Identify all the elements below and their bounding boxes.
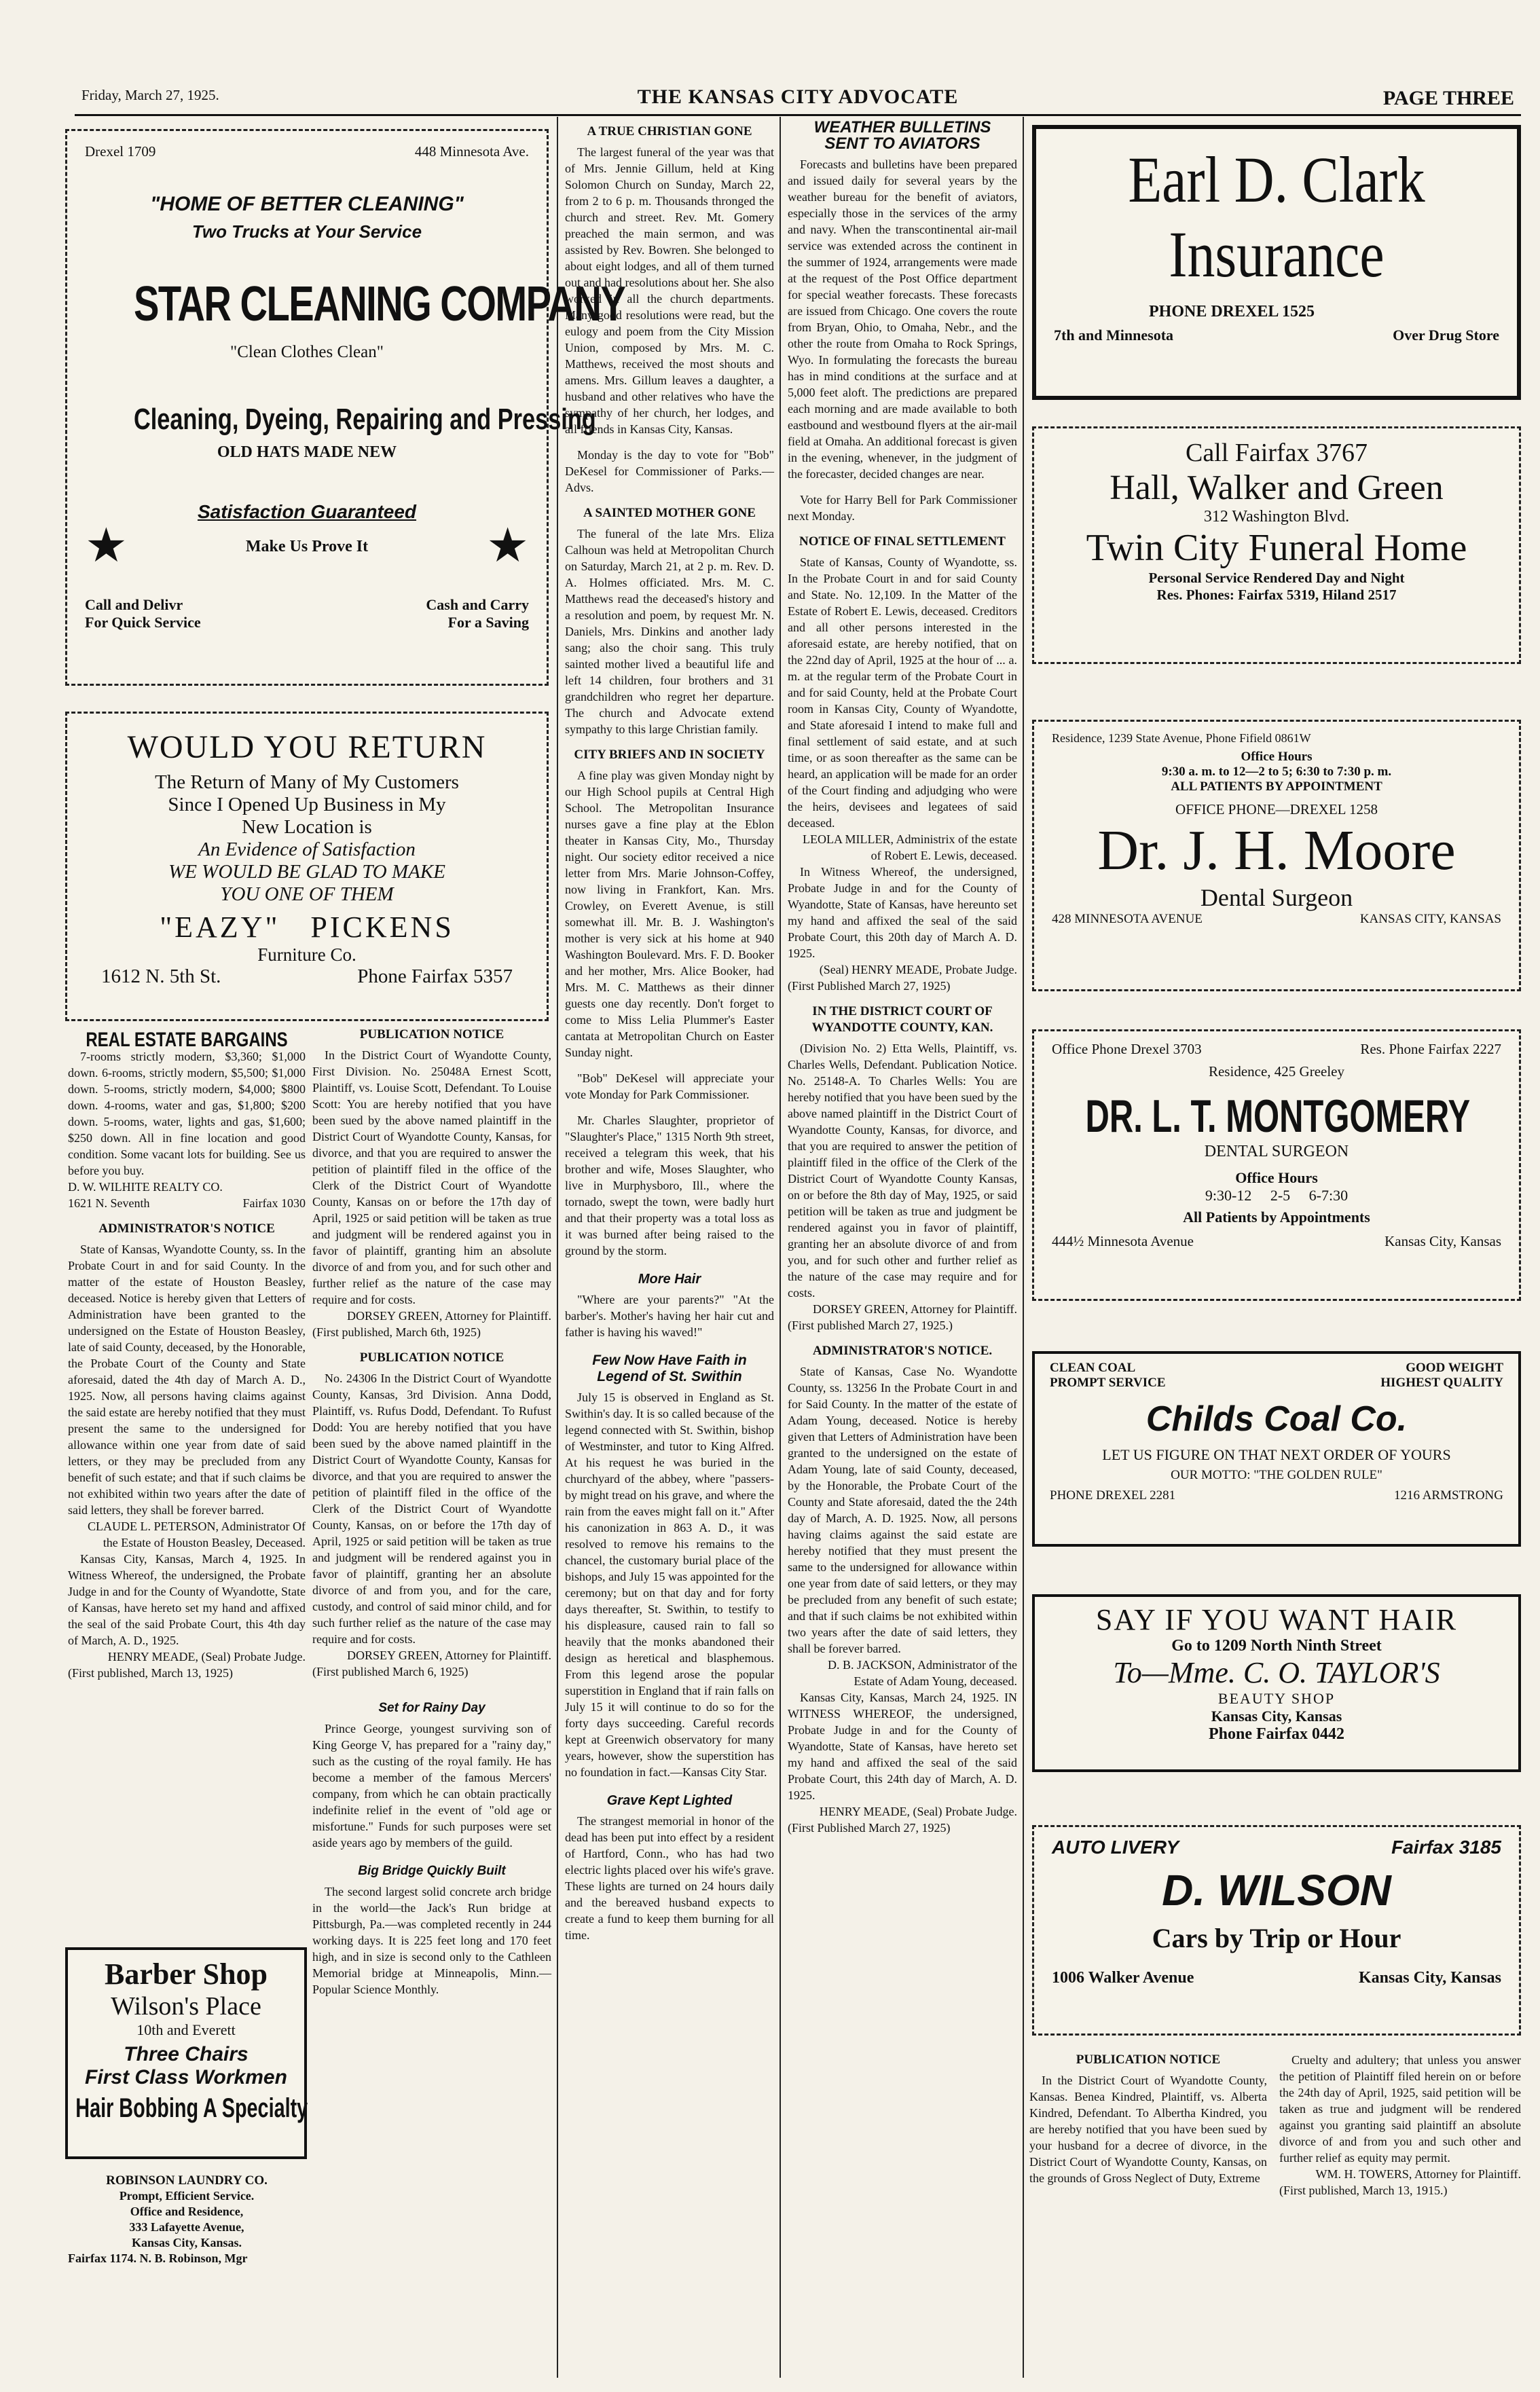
ad-headline: WOULD YOU RETURN — [127, 729, 487, 765]
notice-body: State of Kansas, Case No. Wyandotte County, ss. 13256 In the Probate Court in and for Said County. In the matter of the estate of Adam Young, deceased. Notice is hereby given that Letters of Administration have been granted to the undersigned on the estate of Adam Young, late of said County, deceased, by the Honorable, the Probate Court of the County and State aforesaid, dated the the 24th day of March, A. D. 1925. Now, all persons having claims against the said estate are hereby notified that they must present the same to the undersigned for allowance within one year from date of said letters, or they may be precluded from any benefit of such estate; and that if such claims be not exhibited within two years after the date of said letters, they shall be forever barred. — [788, 1365, 1017, 1655]
address: 448 Minnesota Ave. — [414, 143, 529, 160]
notice-title: NOTICE OF FINAL SETTLEMENT — [799, 534, 1006, 549]
guarantee: Satisfaction Guaranteed — [197, 501, 417, 522]
barber-shop-ad — [65, 1947, 307, 2159]
agent-name: Earl D. Clark — [1128, 143, 1425, 216]
business-name: Twin City Funeral Home — [1086, 527, 1467, 569]
motto: "Clean Clothes Clean" — [230, 343, 384, 361]
notice-published: (First Published March 27, 1925) — [788, 1821, 951, 1835]
notice-published: (First Published March 27, 1925) — [788, 979, 951, 993]
star-icon: ★ — [486, 520, 529, 572]
doctor-title: Dental Surgeon — [1200, 884, 1353, 911]
notice-published: (First published March 6, 1925) — [312, 1665, 469, 1678]
services: Cleaning, Dyeing, Repairing and Pressing — [133, 403, 596, 436]
article-body: Mr. Charles Slaughter, proprietor of "Slaughter's Place," 1315 North 9th street, received a telegram this week, that his brother and wife, Moses Slaughter, who live in Murphysboro, Ill., where the tornado, swept the town, were badly hurt and that their property was a total loss as it was burned after being raised to the ground by the storm. — [565, 1114, 774, 1257]
header-rule — [75, 114, 1521, 116]
ad-line: All Patients by Appointments — [1183, 1209, 1370, 1226]
ad-line: GOOD WEIGHT — [1406, 1361, 1503, 1375]
notice-signature: LEOLA MILLER, Administrix of the estate of Robert E. Lewis, deceased. — [803, 832, 1017, 862]
real-estate-body: 7-rooms strictly modern, $3,360; $1,000 down. 6-rooms, strictly modern, $5,500; $1,000 down. 5-rooms, strictly modern, $4,000; $800 down. 4-rooms, water and gas, $1,800; $200 down. 5-rooms, water, lights and gas, $1,600; $250 down. All in fine location and good condition. Some vacant lots for building. See us before you buy. — [68, 1050, 306, 1177]
notice-body: Cruelty and adultery; that unless you answer the petition of Plaintiff filed herein on or before the 24th day of April, 1925, said petition will be taken as true and judgment will be rendered against you granting said plaintiff an absolute divorce of and from you and such other and further relief as equity may permit. — [1279, 2053, 1521, 2165]
ad-line: Prompt, Efficient Service. — [119, 2189, 255, 2203]
ad-line: Cars by Trip or Hour — [1152, 1923, 1401, 1953]
notice-witness: In Witness Whereof, the undersigned, Probate Judge in and for the County of Wyandotte, State of Kansas, have hereunto set my hand and affixed the seal of the said Probate Court, this 20th day of March A. D. 1925. — [788, 865, 1017, 960]
article-title: CITY BRIEFS AND IN SOCIETY — [574, 748, 765, 762]
notice-witness: Kansas City, Kansas, March 24, 1925. IN WITNESS WHEREOF, the undersigned, Probate Judge in and for the County of Wyandotte, State of Kansas, have hereto set my hand and affixed the seal of the said Probate Court, this 24th day of March, A. D. 1925. — [788, 1691, 1017, 1802]
address: 312 Washington Blvd. — [1203, 508, 1350, 526]
star-icon: ★ — [85, 520, 128, 572]
clark-insurance-ad — [1032, 125, 1521, 400]
ad-line: YOU ONE OF THEM — [220, 883, 394, 905]
laundry-ad — [68, 2173, 306, 2266]
address: 1612 N. 5th St. — [101, 965, 221, 987]
article-body: Forecasts and bulletins have been prepared and issued daily for several years by the weather bureau for the benefit of aviators, especially those in the services of the army and navy. When the transcontinental air-mail service was extended across the continent in the summer of 1924, arrangements were made at the request of the Post Office department for special weather forecasts. These forecasts are issued from Chicago. One covers the route from Bryan, Ohio, to Omaha, Nebr., and the other the route from Omaha to Rock Springs, Wyo. In formulating the forecasts the bureau has in mind conditions at the surface and at 5,000 feet aloft. The predictions are prepared each morning and are made available to both eastbound and westbound flyers at the air-mail field at Omaha. An additional forecast is given in the evening, whenever, in the judgment of the forecaster, decided changes are near. — [788, 158, 1017, 481]
column-rule — [557, 117, 558, 2378]
article-title: WEATHER BULLETINS — [813, 118, 991, 136]
residence: Residence, 425 Greeley — [1208, 1063, 1344, 1080]
office-phone: Office Phone Drexel 3703 — [1052, 1041, 1202, 1057]
shop-owner: To—Mme. C. O. TAYLOR'S — [1113, 1656, 1440, 1689]
notice-judge: HENRY MEADE, (Seal) Probate Judge. — [819, 1805, 1017, 1818]
specialty: Hair Bobbing A Specialty — [75, 2093, 308, 2123]
notice-judge: HENRY MEADE, (Seal) Probate Judge. — [107, 1650, 306, 1663]
phone: Fairfax 3185 — [1391, 1837, 1501, 1858]
article-body: The second largest solid concrete arch bridge in the world—the Jack's Run bridge at Pittsburgh, Pa.—was completed recently in 244 working days. It is 225 feet long and 170 feet high, and in size is second only to the Cathleen Memorial bridge at Minneapolis, Minn.—Popular Science Monthly. — [312, 1885, 551, 1996]
location-note: Over Drug Store — [1393, 327, 1499, 344]
tagline: Two Trucks at Your Service — [191, 221, 422, 242]
page-number: PAGE THREE — [1382, 87, 1514, 109]
funeral-home-ad — [1032, 426, 1521, 664]
notice-title: PUBLICATION NOTICE — [359, 1350, 505, 1365]
cash-line: Cash and Carry — [426, 596, 529, 613]
notice-body: State of Kansas, Wyandotte County, ss. In the Probate Court in and for said County. In the matter of the estate of Houston Beasley, deceased. Notice is hereby given that Letters of Administration have been granted to the undersigned on the Estate of Houston Beasley, late of said County, deceased, by the Honorable, the Probate Court of the County and State aforesaid, dated the 4th day of March A. D., 1925. Now, all persons having claims against the said estate are hereby notified that they must present the same to the undersigned for allowance within one year from date of said letters, or they may be precluded from any benefit of such estate; and that if such claims be not exhibited within two years after the date of said letters, they shall be forever barred. — [68, 1243, 306, 1517]
wilson-livery-ad — [1032, 1825, 1521, 2036]
notice-published: (First published March 27, 1925.) — [788, 1319, 953, 1332]
third-column — [788, 119, 1017, 1836]
page-header — [75, 81, 1521, 111]
article-body: The funeral of the late Mrs. Eliza Calhoun was held at Metropolitan Church on Saturday, March 21, at 2 p. m. Rev. D. A. Holmes officiated. Mrs. M. C. Matthews read the deceased's history and a resolution and poem, by request Mr. N. Daniels, Mrs. Dinkins and another lady sang; also the choir sang. This truly sainted mother lived a beautiful life and left 14 children, four brothers and 31 grandchildren who regret her departure. The church and Advocate extend sympathy to this large Christian family. — [565, 527, 774, 736]
address: 7th and Minnesota — [1054, 327, 1174, 344]
phone: PHONE DREXEL 2281 — [1050, 1488, 1176, 1503]
hours-label: Office Hours — [1235, 1169, 1318, 1186]
political-ad: "Bob" DeKesel will appreciate your vote Monday for Park Commissioner. — [565, 1071, 774, 1101]
real-estate-title: REAL ESTATE BARGAINS — [86, 1029, 288, 1051]
article-title: More Hair — [638, 1272, 701, 1287]
notice-body: In the District Court of Wyandotte County, Kansas. Benea Kindred, Plaintiff, vs. Alberta Kindred, Defendant. To Albertha Kindred, you are hereby notified that you have been sued by your husband for a decree of divorce, in the District Court of Wyandotte County, Kansas, on the grounds of Gross Neglect of Duty, Extreme — [1029, 2074, 1267, 2185]
shop-type: BEAUTY SHOP — [1217, 1690, 1336, 1707]
notice-signature: DORSEY GREEN, Attorney for Plaintiff. — [347, 1649, 551, 1662]
notice-title: PUBLICATION NOTICE — [359, 1027, 505, 1042]
ad-line: AUTO LIVERY — [1052, 1837, 1179, 1858]
dr-moore-ad — [1032, 720, 1521, 991]
ad-headline: SAY IF YOU WANT HAIR — [1095, 1603, 1458, 1636]
ad-line: Office and Residence, — [130, 2205, 244, 2218]
company-name: STAR CLEANING COMPANY — [133, 277, 625, 331]
article-body: A fine play was given Monday night by our High School pupils at Central High School. The Metropolitan Insurance nurses gave a fine play at the Eblon theater in Kansas City, Mo., Thursday night. Our society editor received a nice letter from Mrs. Marie Johnson-Coffey, now living in Frankfort, Kan. Mrs. Crowley, on Everett Avenue, is still somewhat ill. Mr. B. J. Washington's mother is very sick at his home at 940 Washington Boulevard. Mrs. F. D. Booker and her mother, Mrs. Alice Booker, had Mrs. M. C. Matthews as their dinner guests one day recently. Don't forget to come to Miss Lelia Plummer's Easter cantata at Metropolitan Church on Easter Sunday night. — [565, 769, 774, 1059]
ad-line: LET US FIGURE ON THAT NEXT ORDER OF YOURS — [1102, 1446, 1451, 1463]
shop-name: Wilson's Place — [111, 1992, 261, 2021]
ad-line: PROMPT SERVICE — [1050, 1376, 1166, 1390]
ad-line: Three Chairs — [124, 2043, 249, 2065]
doctor-name: Dr. J. H. Moore — [1097, 819, 1456, 882]
address: 428 MINNESOTA AVENUE — [1052, 912, 1203, 926]
ad-line: Personal Service Rendered Day and Night — [1148, 570, 1405, 586]
ad-line: Since I Opened Up Business in My — [168, 794, 446, 815]
notice-title: ADMINISTRATOR'S NOTICE. — [812, 1344, 993, 1358]
notice-title: PUBLICATION NOTICE — [1076, 2053, 1221, 2067]
phone: Phone Fairfax 0442 — [1209, 1725, 1344, 1743]
masthead: THE KANSAS CITY ADVOCATE — [637, 86, 959, 108]
notice-signature: DORSEY GREEN, Attorney for Plaintiff. — [347, 1309, 551, 1323]
store-name: "EAZY" PICKENS — [160, 910, 454, 944]
notice-signature: WM. H. TOWERS, Attorney for Plaintiff. — [1315, 2167, 1521, 2181]
article-body: "Where are your parents?" "At the barber's. Mother's having her hair cut and father is having his waved!" — [565, 1293, 774, 1339]
political-ad: Monday is the day to vote for "Bob" DeKesel for Commissioner of Parks.—Advs. — [565, 448, 774, 494]
address: 10th and Everett — [136, 2021, 236, 2038]
notice-published: (First published, March 13, 1925) — [68, 1666, 233, 1680]
residence-phone: Res. Phone Fairfax 2227 — [1360, 1041, 1501, 1057]
ad-line: WE WOULD BE GLAD TO MAKE — [168, 861, 445, 883]
notice-signature: CLAUDE L. PETERSON, Administrator Of the Estate of Houston Beasley, Deceased. — [88, 1520, 306, 1549]
dr-montgomery-ad — [1032, 1029, 1521, 1301]
left-column-a — [68, 1029, 306, 1681]
notice-published: (First published, March 6th, 1925) — [312, 1325, 481, 1339]
slogan: "HOME OF BETTER CLEANING" — [150, 193, 464, 215]
city: Kansas City, Kansas — [1358, 1969, 1501, 1987]
store-type: Furniture Co. — [257, 944, 356, 965]
motto: OUR MOTTO: "THE GOLDEN RULE" — [1171, 1468, 1382, 1482]
notice-signature: DORSEY GREEN, Attorney for Plaintiff. — [813, 1302, 1017, 1316]
notice-body: No. 24306 In the District Court of Wyandotte County, Kansas, 3rd Division. Anna Dodd, Plaintiff, vs. Rufus Dodd, Defendant. To Rufust Dodd: You are hereby notified that you have been sued by the above named plaintiff in the District Court of Wyandotte County, Kansas for divorce, and that you are required to answer the petition of plaintiff filed in the office of the Clerk of the District Court of Wyandotte County, Kansas, on or before the 17th day of April, 1925 or said petition will be taken as true and judgment will be rendered against you in favor of plaintiff, granting her an absolute divorce of and from you, and for the care, custody, and control of said minor child, and for such further relief as the nature of the case may require and for costs. — [312, 1372, 551, 1646]
political-ad: Vote for Harry Bell for Park Commissioner next Monday. — [788, 493, 1017, 523]
address: Go to 1209 North Ninth Street — [1171, 1637, 1382, 1655]
ad-line: ALL PATIENTS BY APPOINTMENT — [1171, 779, 1382, 794]
hats-line: OLD HATS MADE NEW — [217, 443, 397, 461]
article-title: A SAINTED MOTHER GONE — [583, 506, 756, 520]
notice-body: In the District Court of Wyandotte County, First Division. No. 25048A Ernest Scott, Plaintiff, vs. Louise Scott, Defendant. To Louise Scott: You are hereby notified that you have been sued by the above named plaintiff in the District Court of Wyandotte County, Kansas, for divorce, and that you are required to answer the petition of plaintiff filed in the office of the Clerk of the District Court of Wyandotte County, Kansas on or before the 17th day of April, 1925 or said petition will be taken as true and judgment will be rendered against you in favor of plaintiff, granting him an absolute divorce of and from you, and for such other and further relief as the nature of the case may require and for costs. — [312, 1048, 551, 1306]
ad-line: Res. Phones: Fairfax 5319, Hiland 2517 — [1156, 587, 1397, 603]
address: 1216 ARMSTRONG — [1394, 1488, 1503, 1503]
article-body: July 15 is observed in England as St. Swithin's day. It is so called because of the legend connected with St. Swithin, bishop of Westminster, and tutor to King Alfred. At his request he was buried in the churchyard of the abbey, where "passers-by might tread on his grave, and where the rain from the eaves might fall on it." After his canonization in 863 A. D., it was resolved to remove his remains to the chancel, the customary burial place of the bishops, and July 15 was appointed for the ceremony; but on that day and for forty days thereafter, St. Swithin, to testify to his displeasure, caused rain to fall so heavily that the monks abandoned their design as heretical and blasphemous. From this legend arose the popular superstition in England that if rain falls on July 15 it will continue to do so for the forty days succeeding. Careful records kept at Greenwich observatory for many years, however, show the superstition has no foundation in fact.—Kansas City Star. — [565, 1391, 774, 1779]
article-title: Few Now Have Faith in Legend of St. Swithin — [592, 1353, 747, 1384]
phone: PHONE DREXEL 1525 — [1149, 303, 1315, 320]
kindred-notice-a — [1029, 2052, 1267, 2186]
ad-line: CLEAN COAL — [1050, 1361, 1136, 1375]
article-body: Prince George, youngest surviving son of King George V, has prepared for a "rainy day," such as the custing of the royal family. He has become a member of the famous Mercers' company, from which he can obtain practically indefinite relief in the event of "old age or misfortune." Funds for such purposes were set aside years ago by members of the guild. — [312, 1722, 551, 1850]
star-cleaning-ad — [65, 129, 625, 686]
city: KANSAS CITY, KANSAS — [1359, 912, 1501, 926]
city: Kansas City, Kansas — [1211, 1708, 1342, 1725]
doctor-name: DR. L. T. MONTGOMERY — [1085, 1090, 1471, 1142]
left-column-b — [312, 1027, 551, 1998]
article-body: The largest funeral of the year was that of Mrs. Jennie Gillum, held at King Solomon Church on Sunday, March 22, from 2 to 6 p. m. Thousands thronged the church and street. Rev. Mt. Gomery preached the main sermon, and was assisted by Rev. Bowren. She belonged to about eight lodges, and all of them turned out and had resolutions about her. She also worked in all the church departments. Many good resolutions were read, but the eulogy and poem from the City Mission Union, composed by Mrs. M. C. Matthews, received the most shouts and amens. Mrs. Gillum leaves a daughter, a husband and other relatives who have the sympathy of her church, her lodges, and all friends in Kansas City, Kansas. — [565, 145, 774, 436]
company-name: Childs Coal Co. — [1145, 1399, 1408, 1439]
owner-name: D. WILSON — [1162, 1866, 1391, 1915]
article-title: A TRUE CHRISTIAN GONE — [587, 124, 752, 139]
doctor-title: DENTAL SURGEON — [1204, 1143, 1349, 1160]
hours: 9:30-12 2-5 6-7:30 — [1205, 1187, 1349, 1204]
ad-line: First Class Workmen — [85, 2066, 287, 2089]
firm-name: Hall, Walker and Green — [1110, 468, 1444, 507]
article-subtitle: SENT TO AVIATORS — [824, 134, 980, 153]
article-title: Set for Rainy Day — [378, 1701, 485, 1715]
ad-line: HIGHEST QUALITY — [1380, 1376, 1503, 1390]
column-rule — [1023, 117, 1024, 2378]
notice-body: State of Kansas, County of Wyandotte, ss. In the Probate Court in and for said County and State. No. 12,109. In the Matter of the Estate of Robert E. Lewis, deceased. Creditors and all other persons interested in the aforesaid estate, are hereby notified, that on the 22nd day of April, 1925 at the hour of ... a. m. at the regular term of the Probate Court in and for said County, held at the Probate Court room in Kansas City, County of Wyandotte, and State aforesaid I intend to make full and final settlement of said estate, and at such time, or as soon thereafter as the same can be heard, an application will be made for an order of the Court finding and adjudging who were the heirs, devisees and legatees of said deceased. — [788, 555, 1017, 830]
real-estate-phone: Fairfax 1030 — [242, 1196, 306, 1210]
pickens-furniture-ad — [65, 712, 549, 1021]
article-title: Big Bridge Quickly Built — [358, 1864, 506, 1878]
phone: Phone Fairfax 5357 — [357, 965, 513, 987]
phone: Call Fairfax 3767 — [1185, 439, 1368, 467]
notice-body: (Division No. 2) Etta Wells, Plaintiff, vs. Charles Wells, Defendant. Publication Notice. No. 25148-A. To Charles Wells: You are hereby notified that you have been sued by the above named plaintiff in the District Court of Wyandotte County, Kansas, for divorce, and that you are required to answer the petition of plaintiff filed in the office of the Clerk of the District Court of Wyandotte County Kansas, on or before the 8th day of May, 1925, or said petition will be taken as true and judgment be rendered against you in favor of plaintiff, granting her an absolute divorce of and from you, and for such other and further relief as the nature of the case may require and for costs. — [788, 1042, 1017, 1300]
delivery-line: Call and Delivr — [85, 596, 183, 613]
address: 1006 Walker Avenue — [1052, 1969, 1194, 1987]
ad-headline: Barber Shop — [104, 1957, 268, 1991]
notice-witness: Kansas City, Kansas, March 4, 1925. In Witness Whereof, the undersigned, the Probate Judge in and for the County of Wyandotte, State of Kansas, have hereto set my hand and affixed the seal of the said Probate Court, this 4th day of March, A. D., 1925. — [68, 1552, 306, 1647]
ad-line: The Return of Many of My Customers — [155, 771, 459, 793]
notice-title: ADMINISTRATOR'S NOTICE — [98, 1221, 275, 1236]
column-rule — [780, 117, 781, 2378]
residence: Residence, 1239 State Avenue, Phone Fifield 0861W — [1052, 731, 1311, 745]
city: Kansas City, Kansas — [1385, 1233, 1501, 1249]
hours-label: Office Hours — [1241, 750, 1313, 764]
notice-judge: (Seal) HENRY MEADE, Probate Judge. — [819, 963, 1017, 976]
taylor-beauty-ad — [1032, 1594, 1521, 1772]
childs-coal-ad — [1032, 1351, 1521, 1547]
business-type: Insurance — [1169, 218, 1385, 291]
prove-line: Make Us Prove It — [245, 537, 369, 555]
ad-line: Fairfax 1174. N. B. Robinson, Mgr — [68, 2251, 248, 2265]
issue-date: Friday, March 27, 1925. — [81, 87, 219, 103]
cash-line-2: For a Saving — [447, 614, 529, 631]
kindred-notice-b — [1279, 2052, 1521, 2198]
notice-title: IN THE DISTRICT COURT OF WYANDOTTE COUNTY, KAN. — [811, 1004, 993, 1035]
middle-column — [565, 124, 774, 1943]
address: 444½ Minnesota Avenue — [1052, 1233, 1194, 1249]
article-body: The strangest memorial in honor of the dead has been put into effect by a resident of Hartford, Conn., who has had two electric lights placed over his wife's grave. These lights are turned on 24 hours daily and the bereaved husband expects to create a fund to keep them burning for all time. — [565, 1814, 774, 1942]
ad-line: 333 Lafayette Avenue, — [129, 2220, 244, 2234]
phone: OFFICE PHONE—DREXEL 1258 — [1175, 801, 1378, 817]
notice-published: (First published, March 13, 1915.) — [1279, 2184, 1448, 2197]
ad-line: New Location is — [242, 816, 372, 838]
ad-line: Kansas City, Kansas. — [131, 2236, 242, 2249]
delivery-line-2: For Quick Service — [85, 614, 201, 631]
ad-line: An Evidence of Satisfaction — [198, 839, 416, 860]
hours: 9:30 a. m. to 12—2 to 5; 6:30 to 7:30 p. m. — [1161, 765, 1392, 779]
real-estate-address: 1621 N. Seventh — [68, 1196, 150, 1210]
phone: Drexel 1709 — [85, 143, 156, 160]
article-title: Grave Kept Lighted — [606, 1793, 733, 1808]
notice-signature: D. B. JACKSON, Administrator of the Estate of Adam Young, deceased. — [828, 1658, 1017, 1688]
real-estate-firm: D. W. WILHITE REALTY CO. — [68, 1180, 223, 1194]
laundry-name: ROBINSON LAUNDRY CO. — [106, 2173, 268, 2188]
